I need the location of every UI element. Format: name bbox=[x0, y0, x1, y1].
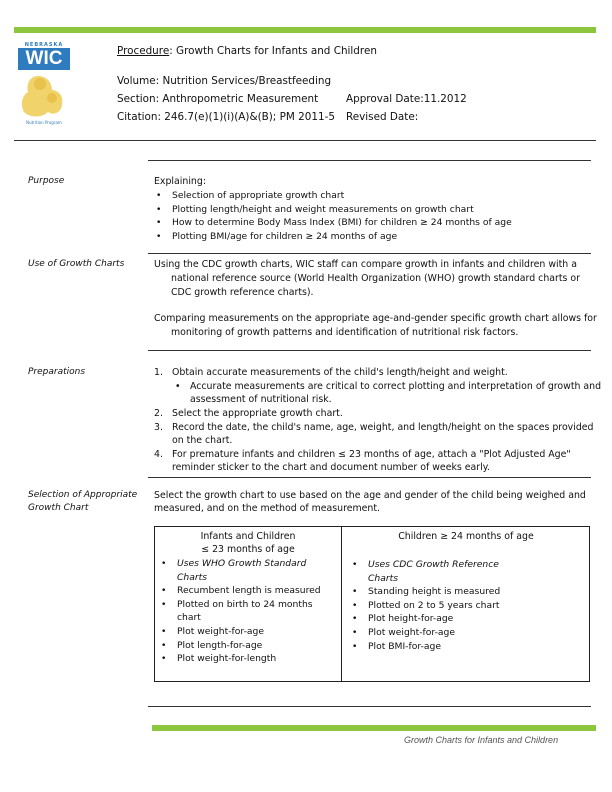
wic-logo-main-text: WIC bbox=[18, 48, 70, 70]
list-item: • Selection of appropriate growth chart bbox=[154, 189, 512, 203]
selection-label-line-2: Growth Chart bbox=[28, 503, 89, 513]
use-rule bbox=[148, 253, 591, 254]
prep-step-1-sub-line-2: assessment of nutritional risk. bbox=[190, 394, 332, 405]
chart-comparison-table bbox=[154, 526, 590, 682]
preparations-label: Preparations bbox=[28, 367, 86, 377]
revised-date: Revised Date: bbox=[346, 111, 419, 123]
preparations-rule bbox=[148, 350, 591, 351]
left-column-header-line-2: ≤ 23 months of age bbox=[201, 544, 295, 555]
list-item: • Plotting BMI/age for children ≥ 24 months of age bbox=[154, 230, 512, 244]
use-paragraph-1-line-3: CDC growth reference charts). bbox=[171, 287, 314, 298]
table-column-divider bbox=[341, 527, 342, 681]
selection-intro-line-1: Select the growth chart to use based on the age and gender of the child being weighed and bbox=[154, 490, 586, 501]
prep-step-2: Select the appropriate growth chart. bbox=[172, 408, 343, 419]
use-paragraph-2-line-2: monitoring of growth patterns and identification of nutritional risk factors. bbox=[171, 327, 519, 338]
list-item: • Plotted on 2 to 5 years chart bbox=[350, 599, 500, 613]
mother-child-figure bbox=[18, 70, 70, 120]
wic-logo-top-text: NEBRASKA bbox=[24, 42, 64, 48]
prep-step-1-bullet: • bbox=[175, 381, 181, 392]
list-item: chart bbox=[177, 612, 201, 624]
purpose-rule bbox=[148, 160, 591, 161]
footer-rule bbox=[148, 706, 591, 707]
purpose-intro: Explaining: bbox=[154, 176, 206, 187]
list-item: • Recumbent length is measured bbox=[159, 584, 321, 598]
prep-step-1: Obtain accurate measurements of the child's length/height and weight. bbox=[172, 367, 508, 378]
prep-step-3-number: 3. bbox=[154, 422, 163, 433]
list-item: Charts bbox=[177, 571, 208, 583]
list-item: • Plot height-for-age bbox=[350, 612, 500, 626]
right-column-header: Children ≥ 24 months of age bbox=[398, 531, 534, 542]
wic-logo bbox=[18, 42, 70, 126]
header-divider bbox=[14, 140, 596, 141]
selection-rule bbox=[148, 477, 591, 478]
left-column-header-line-1: Infants and Children bbox=[200, 531, 296, 542]
left-column-list bbox=[159, 557, 321, 666]
section-line: Section: Anthropometric Measurement bbox=[117, 93, 319, 105]
use-paragraph-1-line-1: Using the CDC growth charts, WIC staff can compare growth in infants and children with a bbox=[154, 259, 577, 270]
list-item: • Plot weight-for-age bbox=[350, 626, 500, 640]
list-item: • Standing height is measured bbox=[350, 585, 500, 599]
prep-step-4-line-1: For premature infants and children ≤ 23 months of age, attach a "Plot Adjusted Age" bbox=[172, 449, 571, 460]
prep-step-1-number: 1. bbox=[154, 367, 163, 378]
volume-line: Volume: Nutrition Services/Breastfeeding bbox=[117, 75, 332, 87]
approval-date: Approval Date:11.2012 bbox=[346, 93, 467, 105]
selection-intro-line-2: measured, and on the method of measurement. bbox=[154, 503, 381, 514]
use-paragraph-2-line-1: Comparing measurements on the appropriate age-and-gender specific growth chart allows for bbox=[154, 313, 597, 324]
wic-logo-sub-text: Nutrition Program bbox=[26, 120, 62, 125]
list-item: • Plot BMI-for-age bbox=[350, 640, 500, 654]
citation-line: Citation: 246.7(e)(1)(i)(A)&(B); PM 2011-5 bbox=[117, 111, 335, 123]
list-item: • Plotting length/height and weight measurements on growth chart bbox=[154, 203, 512, 217]
use-label: Use of Growth Charts bbox=[28, 259, 125, 269]
prep-step-4-line-2: reminder sticker to the chart and document number of weeks early. bbox=[172, 462, 490, 473]
procedure-title-text: : Growth Charts for Infants and Children bbox=[169, 45, 377, 57]
list-item: • Plot weight-for-age bbox=[159, 625, 321, 639]
list-item: • Uses CDC Growth Reference bbox=[350, 558, 500, 572]
footer-text: Growth Charts for Infants and Children bbox=[404, 735, 559, 745]
list-item: • Plot weight-for-length bbox=[159, 652, 321, 666]
top-accent-bar bbox=[14, 27, 596, 33]
list-item: • Plot length-for-age bbox=[159, 639, 321, 653]
prep-step-1-sub-line-1: Accurate measurements are critical to correct plotting and interpretation of growth and bbox=[190, 381, 602, 392]
list-item: Charts bbox=[368, 572, 399, 584]
right-column-list bbox=[350, 558, 500, 653]
prep-step-2-number: 2. bbox=[154, 408, 163, 419]
prep-step-3-line-1: Record the date, the child's name, age, weight, and length/height on the spaces provided bbox=[172, 422, 594, 433]
purpose-list bbox=[154, 189, 512, 243]
list-item: • Plotted on birth to 24 months bbox=[159, 598, 321, 612]
selection-label-line-1: Selection of Appropriate bbox=[28, 490, 138, 500]
prep-step-4-number: 4. bbox=[154, 449, 163, 460]
purpose-label: Purpose bbox=[28, 176, 65, 186]
prep-step-3-line-2: on the chart. bbox=[172, 435, 233, 446]
procedure-title bbox=[117, 44, 377, 58]
use-paragraph-1-line-2: national reference source (World Health Organization (WHO) growth standard charts or bbox=[171, 273, 580, 284]
bottom-accent-bar bbox=[152, 725, 596, 731]
procedure-label: Procedure bbox=[117, 45, 170, 57]
list-item: • Uses WHO Growth Standard bbox=[159, 557, 321, 571]
list-item: • How to determine Body Mass Index (BMI) for children ≥ 24 months of age bbox=[154, 216, 512, 230]
